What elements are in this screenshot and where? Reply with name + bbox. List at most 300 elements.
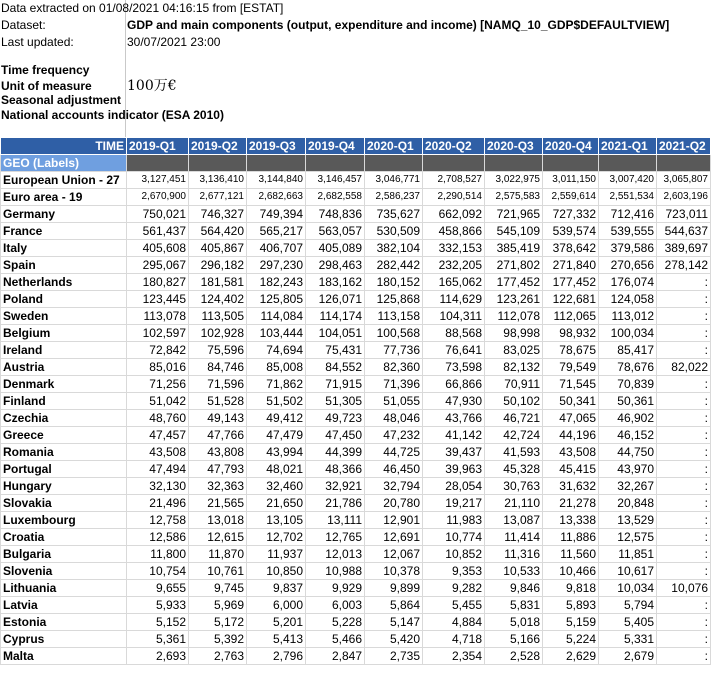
country-cell[interactable]: Lithuania [1,580,127,597]
value-cell[interactable]: 122,681 [543,291,599,308]
value-cell[interactable]: 39,437 [423,444,485,461]
value-cell[interactable]: 44,725 [365,444,423,461]
value-cell[interactable]: 21,496 [127,495,189,512]
value-cell[interactable]: 545,109 [485,223,543,240]
value-cell[interactable]: 47,232 [365,427,423,444]
country-cell[interactable]: Bulgaria [1,546,127,563]
value-cell[interactable]: 49,412 [247,410,306,427]
value-cell[interactable]: : [657,410,711,427]
updated-value[interactable]: 30/07/2021 23:00 [127,35,221,49]
value-cell[interactable]: 47,930 [423,393,485,410]
value-cell[interactable]: 51,055 [365,393,423,410]
value-cell[interactable]: 727,332 [543,206,599,223]
country-cell[interactable]: Latvia [1,597,127,614]
value-cell[interactable]: : [657,648,711,665]
value-cell[interactable]: 82,360 [365,359,423,376]
national-accounts-label[interactable]: National accounts indicator (ESA 2010) [1,108,224,122]
value-cell[interactable]: 100,034 [599,325,657,342]
value-cell[interactable]: 49,723 [306,410,365,427]
value-cell[interactable]: : [657,495,711,512]
value-cell[interactable]: 21,650 [247,495,306,512]
value-cell[interactable]: 32,267 [599,478,657,495]
value-cell[interactable]: 47,479 [247,427,306,444]
value-cell[interactable]: 5,228 [306,614,365,631]
value-cell[interactable]: 177,452 [543,274,599,291]
value-cell[interactable]: 746,327 [189,206,247,223]
value-cell[interactable]: 2,796 [247,648,306,665]
value-cell[interactable]: 5,466 [306,631,365,648]
value-cell[interactable]: 735,627 [365,206,423,223]
country-cell[interactable]: Germany [1,206,127,223]
value-cell[interactable]: 5,405 [599,614,657,631]
value-cell[interactable]: 113,012 [599,308,657,325]
period-header[interactable]: 2019-Q3 [247,138,306,155]
value-cell[interactable]: 5,413 [247,631,306,648]
dataset-value[interactable]: GDP and main components (output, expenditure and income) [NAMQ_10_GDP$DEFAULTVIEW] [127,18,670,32]
country-cell[interactable]: France [1,223,127,240]
value-cell[interactable]: 232,205 [423,257,485,274]
value-cell[interactable]: 124,058 [599,291,657,308]
value-cell[interactable]: 2,677,121 [189,189,247,206]
value-cell[interactable]: 5,969 [189,597,247,614]
value-cell[interactable]: 46,902 [599,410,657,427]
value-cell[interactable]: 9,353 [423,563,485,580]
updated-label[interactable]: Last updated: [1,35,74,49]
value-cell[interactable]: : [657,393,711,410]
value-cell[interactable]: 112,065 [543,308,599,325]
value-cell[interactable]: 66,866 [423,376,485,393]
value-cell[interactable]: 183,162 [306,274,365,291]
value-cell[interactable]: 72,842 [127,342,189,359]
value-cell[interactable]: : [657,325,711,342]
value-cell[interactable]: 6,003 [306,597,365,614]
value-cell[interactable]: 44,750 [599,444,657,461]
value-cell[interactable]: 11,886 [543,529,599,546]
value-cell[interactable]: 378,642 [543,240,599,257]
value-cell[interactable]: 32,794 [365,478,423,495]
period-header[interactable]: 2021-Q2 [657,138,711,155]
value-cell[interactable]: 12,702 [247,529,306,546]
country-cell[interactable]: Belgium [1,325,127,342]
value-cell[interactable]: 76,641 [423,342,485,359]
value-cell[interactable]: 3,127,451 [127,172,189,189]
value-cell[interactable]: 165,062 [423,274,485,291]
value-cell[interactable]: 10,988 [306,563,365,580]
value-cell[interactable]: 5,864 [365,597,423,614]
value-cell[interactable]: 176,074 [599,274,657,291]
value-cell[interactable]: 5,331 [599,631,657,648]
period-header[interactable]: 2021-Q1 [599,138,657,155]
value-cell[interactable]: 9,745 [189,580,247,597]
value-cell[interactable]: 271,840 [543,257,599,274]
value-cell[interactable]: 47,065 [543,410,599,427]
value-cell[interactable]: : [657,478,711,495]
value-cell[interactable]: 41,593 [485,444,543,461]
value-cell[interactable]: 45,415 [543,461,599,478]
value-cell[interactable]: 51,305 [306,393,365,410]
value-cell[interactable]: 70,911 [485,376,543,393]
value-cell[interactable]: 298,463 [306,257,365,274]
value-cell[interactable]: 180,152 [365,274,423,291]
period-header[interactable]: 2019-Q4 [306,138,365,155]
country-cell[interactable]: Austria [1,359,127,376]
value-cell[interactable]: 20,848 [599,495,657,512]
value-cell[interactable]: 563,057 [306,223,365,240]
value-cell[interactable]: 530,509 [365,223,423,240]
unit-value[interactable]: 100万€ [127,78,177,94]
value-cell[interactable]: 43,994 [247,444,306,461]
value-cell[interactable]: 83,025 [485,342,543,359]
value-cell[interactable]: : [657,427,711,444]
value-cell[interactable]: 3,144,840 [247,172,306,189]
value-cell[interactable]: : [657,274,711,291]
value-cell[interactable]: 50,361 [599,393,657,410]
value-cell[interactable]: 181,581 [189,274,247,291]
value-cell[interactable]: : [657,308,711,325]
value-cell[interactable]: 42,724 [485,427,543,444]
country-cell[interactable]: Netherlands [1,274,127,291]
value-cell[interactable]: 88,568 [423,325,485,342]
value-cell[interactable]: 721,965 [485,206,543,223]
value-cell[interactable]: 21,786 [306,495,365,512]
value-cell[interactable]: 43,808 [189,444,247,461]
value-cell[interactable]: 182,243 [247,274,306,291]
value-cell[interactable]: 2,682,663 [247,189,306,206]
value-cell[interactable]: 278,142 [657,257,711,274]
value-cell[interactable]: 13,105 [247,512,306,529]
dataset-label[interactable]: Dataset: [1,18,46,32]
value-cell[interactable]: 2,679 [599,648,657,665]
country-cell[interactable]: European Union - 27 [1,172,127,189]
value-cell[interactable]: 10,533 [485,563,543,580]
value-cell[interactable]: 12,067 [365,546,423,563]
value-cell[interactable]: 5,455 [423,597,485,614]
value-cell[interactable]: 2,559,614 [543,189,599,206]
value-cell[interactable]: 102,597 [127,325,189,342]
value-cell[interactable]: 2,735 [365,648,423,665]
value-cell[interactable]: 385,419 [485,240,543,257]
value-cell[interactable]: 28,054 [423,478,485,495]
value-cell[interactable]: 9,655 [127,580,189,597]
value-cell[interactable]: 5,152 [127,614,189,631]
value-cell[interactable]: 125,868 [365,291,423,308]
value-cell[interactable]: 750,021 [127,206,189,223]
value-cell[interactable]: 113,078 [127,308,189,325]
value-cell[interactable]: 39,963 [423,461,485,478]
value-cell[interactable]: 723,011 [657,206,711,223]
value-cell[interactable]: 9,929 [306,580,365,597]
value-cell[interactable]: 13,018 [189,512,247,529]
country-cell[interactable]: Euro area - 19 [1,189,127,206]
value-cell[interactable]: 5,224 [543,631,599,648]
value-cell[interactable]: 48,046 [365,410,423,427]
value-cell[interactable]: 10,852 [423,546,485,563]
geo-header-label[interactable]: GEO (Labels) [1,155,127,172]
value-cell[interactable]: 126,071 [306,291,365,308]
value-cell[interactable]: 13,338 [543,512,599,529]
unit-label[interactable]: Unit of measure [1,79,92,93]
value-cell[interactable]: 49,143 [189,410,247,427]
value-cell[interactable]: 2,603,196 [657,189,711,206]
value-cell[interactable]: 3,146,457 [306,172,365,189]
value-cell[interactable]: 3,046,771 [365,172,423,189]
value-cell[interactable]: 10,466 [543,563,599,580]
period-header[interactable]: 2019-Q2 [189,138,247,155]
value-cell[interactable]: 32,921 [306,478,365,495]
value-cell[interactable]: 46,450 [365,461,423,478]
value-cell[interactable]: 539,574 [543,223,599,240]
country-cell[interactable]: Croatia [1,529,127,546]
value-cell[interactable]: 114,174 [306,308,365,325]
value-cell[interactable]: 21,565 [189,495,247,512]
value-cell[interactable]: 21,110 [485,495,543,512]
value-cell[interactable]: 11,870 [189,546,247,563]
value-cell[interactable]: 50,102 [485,393,543,410]
country-cell[interactable]: Malta [1,648,127,665]
value-cell[interactable]: 10,034 [599,580,657,597]
value-cell[interactable]: 70,839 [599,376,657,393]
value-cell[interactable]: 2,551,534 [599,189,657,206]
value-cell[interactable]: 564,420 [189,223,247,240]
value-cell[interactable]: 2,586,237 [365,189,423,206]
country-cell[interactable]: Sweden [1,308,127,325]
value-cell[interactable]: 282,442 [365,257,423,274]
value-cell[interactable]: 5,166 [485,631,543,648]
value-cell[interactable]: 748,836 [306,206,365,223]
value-cell[interactable]: 10,850 [247,563,306,580]
value-cell[interactable]: 46,152 [599,427,657,444]
value-cell[interactable]: 71,396 [365,376,423,393]
value-cell[interactable]: 662,092 [423,206,485,223]
value-cell[interactable]: 30,763 [485,478,543,495]
value-cell[interactable]: 561,437 [127,223,189,240]
value-cell[interactable]: 45,328 [485,461,543,478]
value-cell[interactable]: 544,637 [657,223,711,240]
extracted-text[interactable]: Data extracted on 01/08/2021 04:16:15 from [ESTAT] [1,1,284,15]
value-cell[interactable]: 3,022,975 [485,172,543,189]
value-cell[interactable]: 71,545 [543,376,599,393]
value-cell[interactable]: 51,528 [189,393,247,410]
value-cell[interactable]: 3,065,807 [657,172,711,189]
value-cell[interactable]: 98,932 [543,325,599,342]
value-cell[interactable]: 75,431 [306,342,365,359]
value-cell[interactable]: 12,615 [189,529,247,546]
value-cell[interactable]: : [657,546,711,563]
country-cell[interactable]: Luxembourg [1,512,127,529]
value-cell[interactable]: 74,694 [247,342,306,359]
value-cell[interactable]: 297,230 [247,257,306,274]
value-cell[interactable]: 11,560 [543,546,599,563]
value-cell[interactable]: 51,042 [127,393,189,410]
value-cell[interactable]: : [657,376,711,393]
country-cell[interactable]: Slovakia [1,495,127,512]
value-cell[interactable]: : [657,631,711,648]
value-cell[interactable]: 78,676 [599,359,657,376]
value-cell[interactable]: : [657,291,711,308]
value-cell[interactable]: : [657,342,711,359]
time-frequency-label[interactable]: Time frequency [1,63,90,77]
value-cell[interactable]: 78,675 [543,342,599,359]
value-cell[interactable]: : [657,529,711,546]
value-cell[interactable]: 5,893 [543,597,599,614]
value-cell[interactable]: 85,016 [127,359,189,376]
value-cell[interactable]: 31,632 [543,478,599,495]
value-cell[interactable]: 2,629 [543,648,599,665]
value-cell[interactable]: 10,076 [657,580,711,597]
value-cell[interactable]: 10,774 [423,529,485,546]
value-cell[interactable]: 406,707 [247,240,306,257]
value-cell[interactable]: 296,182 [189,257,247,274]
value-cell[interactable]: 565,217 [247,223,306,240]
country-cell[interactable]: Estonia [1,614,127,631]
value-cell[interactable]: 12,013 [306,546,365,563]
value-cell[interactable]: 9,282 [423,580,485,597]
value-cell[interactable]: 77,736 [365,342,423,359]
value-cell[interactable]: 47,766 [189,427,247,444]
value-cell[interactable]: 82,022 [657,359,711,376]
value-cell[interactable]: 11,983 [423,512,485,529]
country-cell[interactable]: Denmark [1,376,127,393]
value-cell[interactable]: 43,508 [543,444,599,461]
country-cell[interactable]: Romania [1,444,127,461]
value-cell[interactable]: 270,656 [599,257,657,274]
value-cell[interactable]: 2,290,514 [423,189,485,206]
country-cell[interactable]: Czechia [1,410,127,427]
country-cell[interactable]: Hungary [1,478,127,495]
value-cell[interactable]: 123,445 [127,291,189,308]
value-cell[interactable]: 112,078 [485,308,543,325]
value-cell[interactable]: 114,629 [423,291,485,308]
value-cell[interactable]: : [657,563,711,580]
value-cell[interactable]: 5,392 [189,631,247,648]
value-cell[interactable]: 21,278 [543,495,599,512]
value-cell[interactable]: 4,884 [423,614,485,631]
value-cell[interactable]: 71,596 [189,376,247,393]
value-cell[interactable]: 6,000 [247,597,306,614]
country-cell[interactable]: Greece [1,427,127,444]
value-cell[interactable]: 5,933 [127,597,189,614]
value-cell[interactable]: 102,928 [189,325,247,342]
value-cell[interactable]: 13,529 [599,512,657,529]
value-cell[interactable]: 11,414 [485,529,543,546]
value-cell[interactable]: 114,084 [247,308,306,325]
value-cell[interactable]: 5,018 [485,614,543,631]
value-cell[interactable]: 43,970 [599,461,657,478]
value-cell[interactable]: 10,754 [127,563,189,580]
value-cell[interactable]: : [657,461,711,478]
value-cell[interactable]: : [657,444,711,461]
value-cell[interactable]: 180,827 [127,274,189,291]
value-cell[interactable]: 103,444 [247,325,306,342]
value-cell[interactable]: : [657,614,711,631]
value-cell[interactable]: 47,450 [306,427,365,444]
value-cell[interactable]: 46,721 [485,410,543,427]
value-cell[interactable]: 123,261 [485,291,543,308]
value-cell[interactable]: 405,608 [127,240,189,257]
period-header[interactable]: 2020-Q2 [423,138,485,155]
value-cell[interactable]: 47,793 [189,461,247,478]
value-cell[interactable]: : [657,597,711,614]
value-cell[interactable]: 10,761 [189,563,247,580]
value-cell[interactable]: 12,901 [365,512,423,529]
value-cell[interactable]: 85,008 [247,359,306,376]
value-cell[interactable]: 44,196 [543,427,599,444]
country-cell[interactable]: Italy [1,240,127,257]
value-cell[interactable]: 82,132 [485,359,543,376]
value-cell[interactable]: 47,494 [127,461,189,478]
value-cell[interactable]: 113,158 [365,308,423,325]
value-cell[interactable]: 84,746 [189,359,247,376]
value-cell[interactable]: 75,596 [189,342,247,359]
country-cell[interactable]: Spain [1,257,127,274]
value-cell[interactable]: 2,847 [306,648,365,665]
value-cell[interactable]: : [657,512,711,529]
value-cell[interactable]: 10,617 [599,563,657,580]
value-cell[interactable]: 539,555 [599,223,657,240]
value-cell[interactable]: 12,575 [599,529,657,546]
value-cell[interactable]: 11,800 [127,546,189,563]
value-cell[interactable]: 5,361 [127,631,189,648]
value-cell[interactable]: 48,366 [306,461,365,478]
value-cell[interactable]: 11,937 [247,546,306,563]
seasonal-label[interactable]: Seasonal adjustment [1,93,122,107]
value-cell[interactable]: 271,802 [485,257,543,274]
value-cell[interactable]: 5,420 [365,631,423,648]
value-cell[interactable]: 2,575,583 [485,189,543,206]
value-cell[interactable]: 13,087 [485,512,543,529]
value-cell[interactable]: 44,399 [306,444,365,461]
value-cell[interactable]: 9,899 [365,580,423,597]
value-cell[interactable]: 295,067 [127,257,189,274]
value-cell[interactable]: 98,998 [485,325,543,342]
value-cell[interactable]: 2,354 [423,648,485,665]
value-cell[interactable]: 405,089 [306,240,365,257]
value-cell[interactable]: 9,818 [543,580,599,597]
value-cell[interactable]: 43,508 [127,444,189,461]
value-cell[interactable]: 2,708,527 [423,172,485,189]
value-cell[interactable]: 2,763 [189,648,247,665]
value-cell[interactable]: 389,697 [657,240,711,257]
value-cell[interactable]: 47,457 [127,427,189,444]
value-cell[interactable]: 79,549 [543,359,599,376]
value-cell[interactable]: 5,172 [189,614,247,631]
period-header[interactable]: 2020-Q4 [543,138,599,155]
value-cell[interactable]: 12,691 [365,529,423,546]
value-cell[interactable]: 113,505 [189,308,247,325]
value-cell[interactable]: 71,915 [306,376,365,393]
value-cell[interactable]: 48,760 [127,410,189,427]
value-cell[interactable]: 19,217 [423,495,485,512]
value-cell[interactable]: 4,718 [423,631,485,648]
value-cell[interactable]: 3,136,410 [189,172,247,189]
value-cell[interactable]: 104,311 [423,308,485,325]
value-cell[interactable]: 48,021 [247,461,306,478]
value-cell[interactable]: 749,394 [247,206,306,223]
value-cell[interactable]: 84,552 [306,359,365,376]
country-cell[interactable]: Portugal [1,461,127,478]
value-cell[interactable]: 32,130 [127,478,189,495]
value-cell[interactable]: 458,866 [423,223,485,240]
value-cell[interactable]: 9,846 [485,580,543,597]
value-cell[interactable]: 13,111 [306,512,365,529]
value-cell[interactable]: 32,460 [247,478,306,495]
value-cell[interactable]: 41,142 [423,427,485,444]
value-cell[interactable]: 71,256 [127,376,189,393]
value-cell[interactable]: 5,831 [485,597,543,614]
period-header[interactable]: 2020-Q3 [485,138,543,155]
time-header-label[interactable]: TIME [1,138,127,155]
value-cell[interactable]: 32,363 [189,478,247,495]
